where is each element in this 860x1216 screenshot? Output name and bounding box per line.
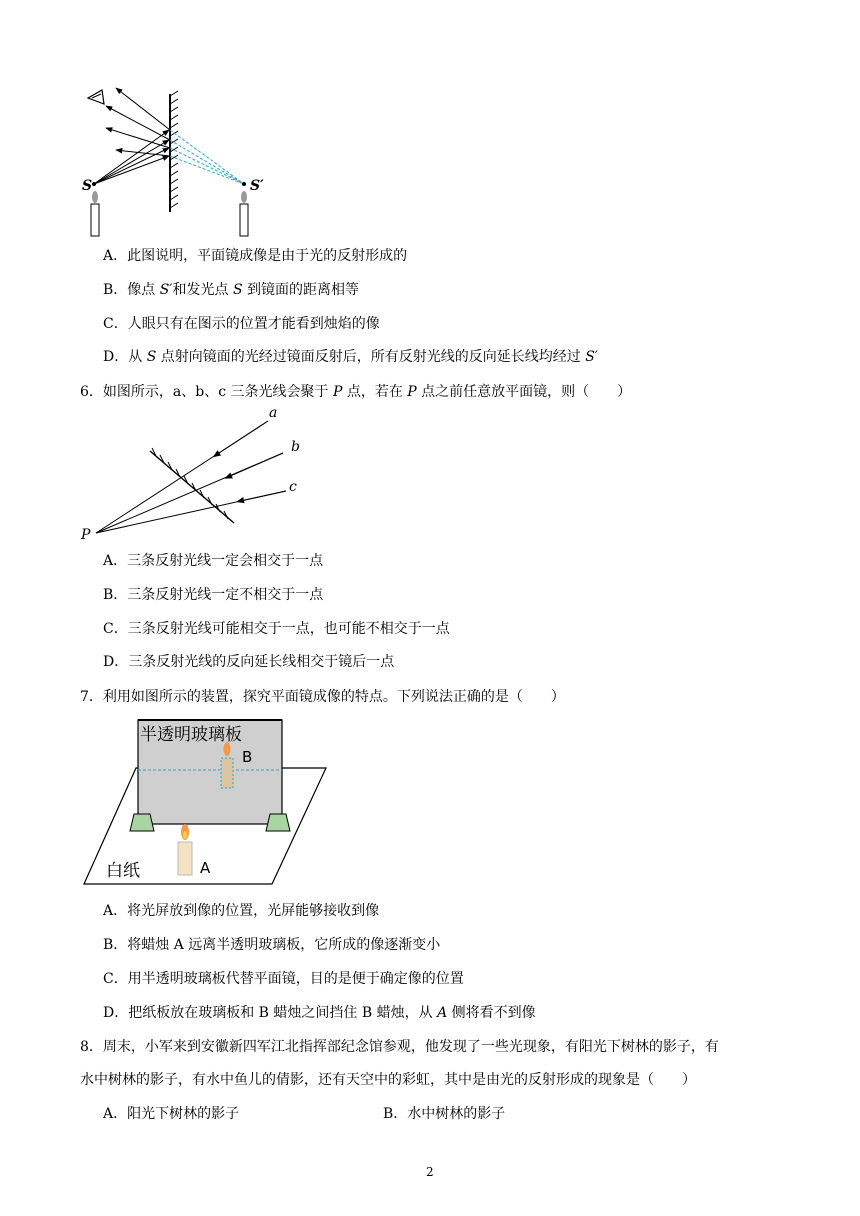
q7-option-a: A．将光屏放到像的位置，光屏能够接收到像	[103, 903, 380, 919]
q5-b-pre: B．像点	[103, 282, 160, 298]
q5-b-mid: 和发光点	[172, 282, 233, 298]
q5-d-mid: 点射向镜面的光经过镜面反射后，所有反射光线的反向延长线均经过	[156, 349, 586, 365]
right-stand	[266, 814, 290, 831]
q8-option-b: B．水中树林的影子	[383, 1106, 506, 1122]
q6-stem-pre: 6．如图所示，a、b、c 三条光线会聚于	[80, 384, 333, 400]
q5-b-post: 到镜面的距离相等	[242, 282, 360, 298]
q5-b-s2: S	[232, 282, 243, 298]
q7-label-a: A	[200, 859, 211, 877]
q6-stem-post: 点之前任意放平面镜，则（ ）	[416, 384, 632, 400]
q5-d-s2: S′	[585, 349, 598, 365]
q5-b-s1: S′	[159, 282, 173, 298]
q6-label-c: c	[289, 479, 297, 495]
q6-option-c: C．三条反射光线可能相交于一点，也可能不相交于一点	[103, 621, 450, 637]
q7-d-a: A	[437, 1005, 448, 1021]
converging-rays-figure	[78, 405, 318, 543]
q7-label-paper: 白纸	[106, 861, 140, 881]
q6-stem	[80, 383, 631, 401]
q6-option-a: A．三条反射光线一定会相交于一点	[103, 553, 324, 569]
page-number: 2	[426, 1165, 434, 1179]
q5-d-s: S	[146, 349, 157, 365]
q8-stem-line1: 8．周末，小军来到安徽新四军江北指挥部纪念馆参观，他发现了一些光现象，有阳光下树林的影子，有	[80, 1039, 719, 1055]
q6-p2: P	[407, 384, 417, 400]
q6-label-p: P	[81, 527, 91, 543]
q7-label-b: B	[242, 748, 253, 766]
q8-stem-line2: 水中树林的影子，有水中鱼儿的倩影，还有天空中的彩虹，其中是由光的反射形成的现象是（ ）	[80, 1072, 696, 1088]
q6-option-d: D．三条反射光线的反向延长线相交于镜后一点	[103, 654, 395, 670]
candle-s-icon	[91, 191, 99, 236]
q7-d-pre: D．把纸板放在玻璃板和 B 蜡烛之间挡住 B 蜡烛，从	[103, 1005, 438, 1021]
label-s: S	[82, 178, 93, 194]
q6-label-a: a	[269, 405, 278, 421]
eye-icon	[88, 90, 104, 104]
q6-stem-mid: 点，若在	[342, 384, 408, 400]
glass-plate-experiment-figure	[82, 716, 332, 888]
q6-option-b: B．三条反射光线一定不相交于一点	[103, 587, 324, 603]
q7-option-b: B．将蜡烛 A 远离半透明玻璃板，它所成的像逐渐变小	[103, 937, 441, 953]
q7-label-glass: 半透明玻璃板	[140, 725, 242, 745]
q5-option-d	[103, 348, 598, 366]
q7-stem: 7．利用如图所示的装置，探究平面镜成像的特点。下列说法正确的是（ ）	[80, 689, 565, 705]
q8-option-a: A．阳光下树林的影子	[103, 1106, 240, 1122]
candle-s-prime-icon	[240, 191, 248, 236]
q5-d-pre: D．从	[103, 349, 147, 365]
mirror-reflection-figure	[80, 82, 280, 240]
q5-option-a: A．此图说明，平面镜成像是由于光的反射形成的	[103, 248, 408, 264]
q7-option-c: C．用半透明玻璃板代替平面镜，目的是便于确定像的位置	[103, 971, 464, 987]
q5-option-b	[103, 281, 359, 299]
q7-d-post: 侧将看不到像	[447, 1005, 536, 1021]
q6-p1: P	[332, 384, 343, 400]
label-s-prime: S′	[250, 178, 264, 194]
q7-option-d	[103, 1004, 536, 1022]
left-stand	[130, 814, 154, 831]
q6-label-b: b	[291, 439, 300, 455]
q5-option-c: C．人眼只有在图示的位置才能看到烛焰的像	[103, 316, 380, 332]
